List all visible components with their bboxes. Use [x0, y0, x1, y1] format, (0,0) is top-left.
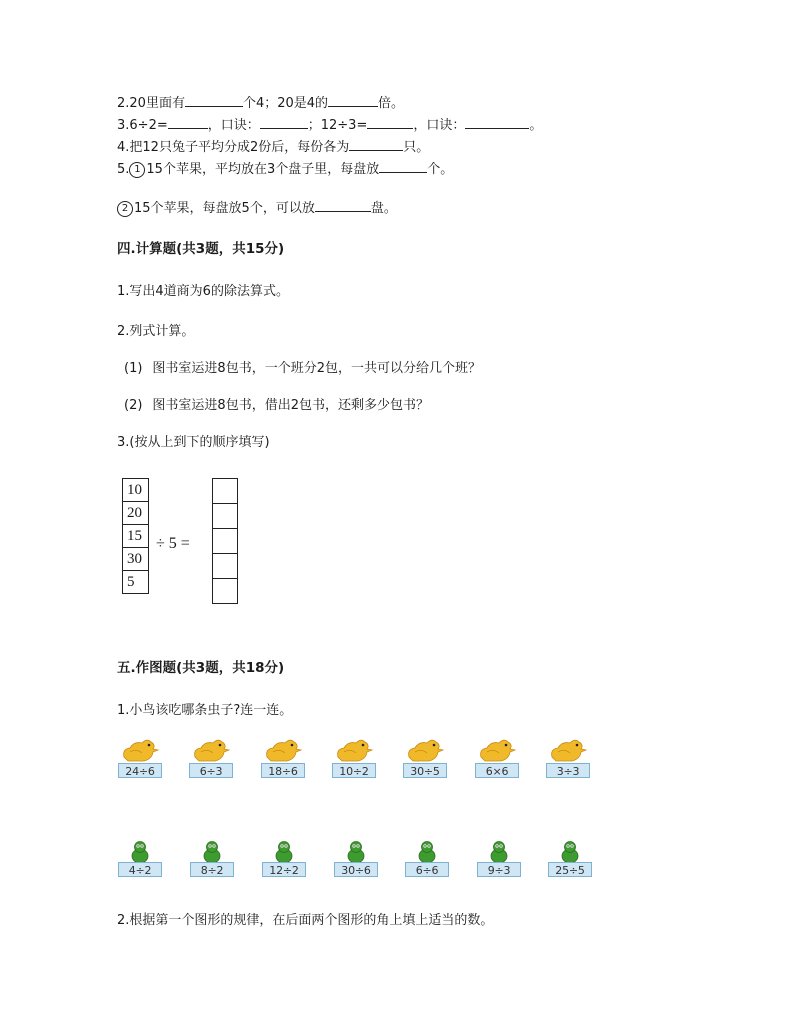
q5a-text: 15个苹果，平均放在3个盘子里，每盘放 — [146, 162, 380, 177]
circled-number: 1 — [129, 162, 145, 178]
dividend-cell: 5 — [122, 570, 149, 594]
q3-part-d: ，口诀： — [413, 118, 466, 133]
q3-part-b: ，口诀： — [207, 118, 260, 133]
question-5a-line — [117, 159, 453, 179]
q4-suffix: 只。 — [403, 140, 430, 155]
bug-card[interactable] — [262, 840, 306, 878]
bird-card[interactable] — [332, 737, 376, 779]
bug-icon — [416, 840, 438, 864]
answer-blank[interactable] — [315, 198, 371, 212]
bird-expression: 6×6 — [475, 763, 519, 778]
section-4-q2-item-1 — [124, 360, 481, 378]
section-5-heading: 五.作图题(共3题，共18分) — [117, 660, 285, 676]
bug-expression: 12÷2 — [262, 862, 306, 877]
answer-blank[interactable] — [379, 159, 427, 173]
answer-blank[interactable] — [260, 115, 308, 129]
bug-expression: 9÷3 — [477, 862, 521, 877]
q5b-suffix: 盘。 — [370, 201, 397, 216]
dividend-column — [122, 479, 149, 594]
bug-icon — [201, 840, 223, 864]
q3-part-e: 。 — [529, 118, 543, 133]
answer-blank[interactable] — [185, 93, 243, 107]
section-4-q1: 1.写出4道商为6的除法算式。 — [117, 284, 289, 299]
bird-card[interactable] — [475, 737, 519, 779]
question-3-line — [117, 115, 542, 135]
bird-icon — [548, 737, 588, 765]
bug-card[interactable] — [548, 840, 592, 878]
bug-icon — [129, 840, 151, 864]
bird-icon — [334, 737, 374, 765]
quotient-cell[interactable] — [212, 503, 238, 529]
item-text: 图书室运进8包书，借出2包书，还剩多少包书？ — [152, 398, 429, 413]
bird-card[interactable] — [118, 737, 162, 779]
bird-icon — [477, 737, 517, 765]
bug-card[interactable] — [405, 840, 449, 878]
bug-card[interactable] — [190, 840, 234, 878]
bug-card[interactable] — [477, 840, 521, 878]
bird-expression: 30÷5 — [403, 763, 447, 778]
bug-expression: 6÷6 — [405, 862, 449, 877]
bug-card[interactable] — [334, 840, 378, 878]
dividend-cell: 20 — [122, 501, 149, 525]
quotient-cell[interactable] — [212, 528, 238, 554]
section-5-q1: 1.小鸟该吃哪条虫子?连一连。 — [117, 703, 293, 718]
bird-icon — [405, 737, 445, 765]
section-4-q2-item-2 — [124, 397, 429, 415]
bird-expression: 24÷6 — [118, 763, 162, 778]
section-5-q2: 2.根据第一个图形的规律，在后面两个图形的角上填上适当的数。 — [117, 913, 494, 928]
divide-by-five-operator: ÷ 5 = — [156, 535, 190, 552]
bird-expression: 3÷3 — [546, 763, 590, 778]
dividend-cell: 15 — [122, 524, 149, 548]
bird-card[interactable] — [403, 737, 447, 779]
bug-icon — [345, 840, 367, 864]
q5b-text: 15个苹果，每盘放5个，可以放 — [134, 201, 315, 216]
section-4-q3: 3.(按从上到下的顺序填写) — [117, 435, 270, 450]
dividend-cell: 30 — [122, 547, 149, 571]
bird-card[interactable] — [189, 737, 233, 779]
circled-number: 2 — [117, 201, 133, 217]
section-4-q2: 2.列式计算。 — [117, 324, 195, 339]
item-number: (1) — [124, 361, 143, 376]
item-number: (2) — [124, 398, 143, 413]
item-text: 图书室运进8包书，一个班分2包，一共可以分给几个班？ — [152, 361, 481, 376]
answer-blank[interactable] — [367, 115, 413, 129]
bird-card[interactable] — [546, 737, 590, 779]
bird-expression: 18÷6 — [261, 763, 305, 778]
bird-icon — [191, 737, 231, 765]
bug-expression: 25÷5 — [548, 862, 592, 877]
question-2-line — [117, 93, 404, 113]
q3-part-a: 3.6÷2= — [117, 118, 168, 133]
q3-part-c: ；12÷3= — [307, 118, 368, 133]
question-4-line — [117, 137, 429, 157]
quotient-column — [212, 479, 238, 604]
quotient-cell[interactable] — [212, 478, 238, 504]
q5-prefix: 5. — [117, 162, 130, 177]
bug-expression: 8÷2 — [190, 862, 234, 877]
dividend-cell: 10 — [122, 478, 149, 502]
q4-prefix: 4.把12只兔子平均分成2份后，每份各为 — [117, 140, 350, 155]
bird-expression: 6÷3 — [189, 763, 233, 778]
bird-card[interactable] — [261, 737, 305, 779]
q2-middle: 个4；20是4的 — [242, 96, 329, 111]
q2-suffix: 倍。 — [378, 96, 405, 111]
answer-blank[interactable] — [168, 115, 208, 129]
bug-icon — [559, 840, 581, 864]
bug-icon — [488, 840, 510, 864]
question-5b-line — [117, 198, 397, 218]
q5a-suffix: 个。 — [427, 162, 454, 177]
answer-blank[interactable] — [349, 137, 403, 151]
quotient-cell[interactable] — [212, 578, 238, 604]
bird-expression: 10÷2 — [332, 763, 376, 778]
bug-card[interactable] — [118, 840, 162, 878]
bug-icon — [273, 840, 295, 864]
bird-icon — [263, 737, 303, 765]
answer-blank[interactable] — [328, 93, 378, 107]
bird-icon — [120, 737, 160, 765]
quotient-cell[interactable] — [212, 553, 238, 579]
answer-blank[interactable] — [465, 115, 529, 129]
bug-expression: 30÷6 — [334, 862, 378, 877]
q2-prefix: 2.20里面有 — [117, 96, 185, 111]
section-4-heading: 四.计算题(共3题，共15分) — [117, 241, 285, 257]
bug-expression: 4÷2 — [118, 862, 162, 877]
